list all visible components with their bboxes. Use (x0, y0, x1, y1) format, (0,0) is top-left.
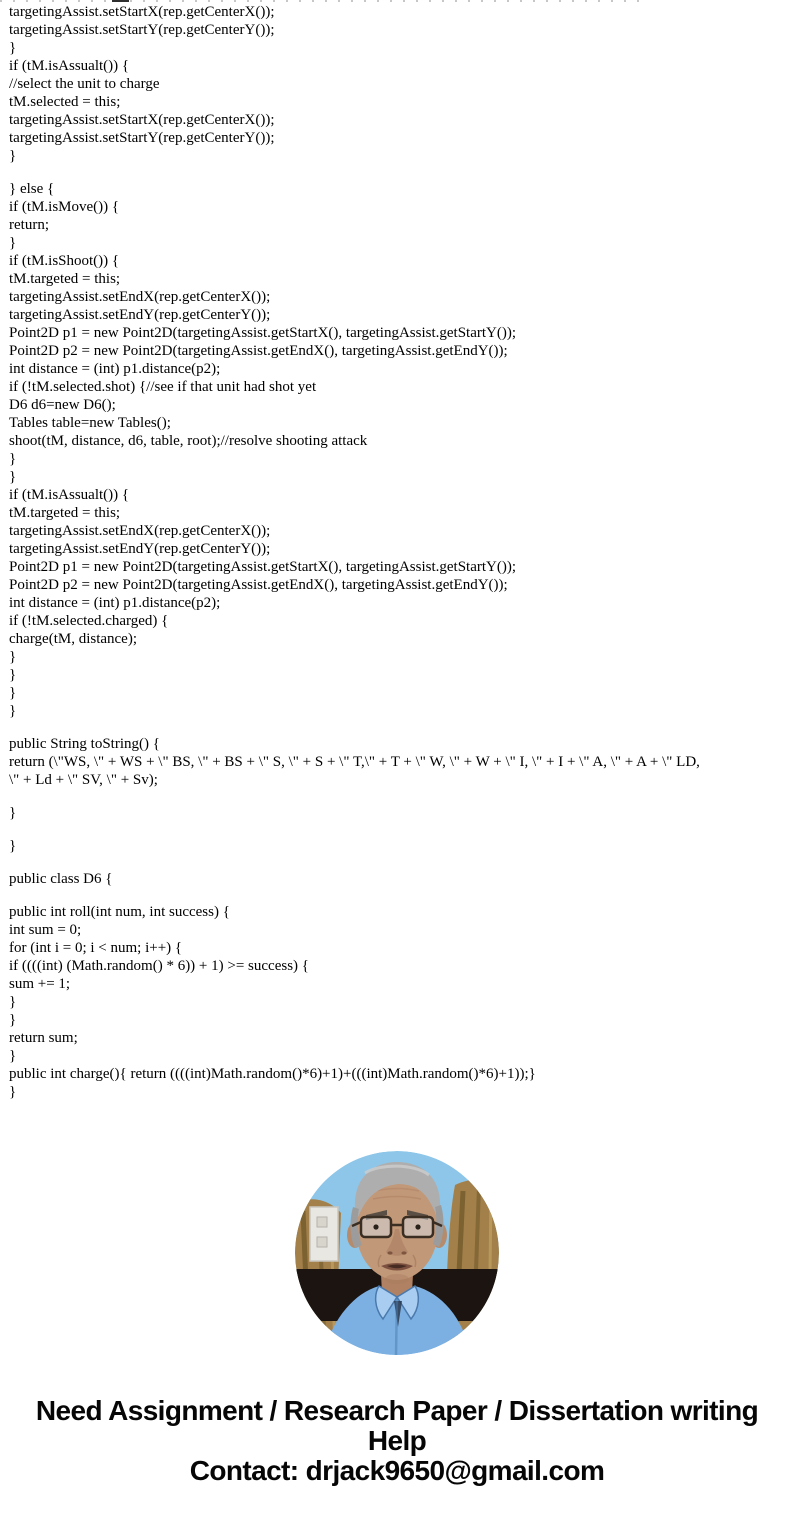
code-line: } (9, 1084, 17, 1100)
code-block (9, 3, 703, 1101)
code-line: public class D6 { (9, 871, 113, 887)
code-line: Tables table=new Tables(); (9, 415, 171, 431)
code-line: targetingAssist.setStartX(rep.getCenterX()); (9, 112, 275, 128)
code-blank-line (9, 822, 703, 837)
code-line: targetingAssist.setEndX(rep.getCenterX()); (9, 523, 271, 539)
code-line: targetingAssist.setStartY(rep.getCenterY()); (9, 22, 275, 38)
code-blank-line (9, 888, 703, 903)
code-line: if (tM.isAssualt()) { (9, 487, 130, 503)
code-line: if ((((int) (Math.random() * 6)) + 1) >= success) { (9, 958, 309, 974)
cropped-line-remnant-dark (112, 0, 129, 2)
code-line: D6 d6=new D6(); (9, 397, 116, 413)
code-line: } (9, 703, 17, 719)
code-line: targetingAssist.setStartX(rep.getCenterX()); (9, 4, 275, 20)
footer-banner (0, 1396, 794, 1486)
code-line: } (9, 148, 17, 164)
code-line: charge(tM, distance); (9, 631, 138, 647)
code-line: if (!tM.selected.shot) {//see if that unit had shot yet (9, 379, 317, 395)
code-line: } (9, 40, 17, 56)
code-line: targetingAssist.setEndY(rep.getCenterY()); (9, 307, 271, 323)
code-line: Point2D p2 = new Point2D(targetingAssist.getEndX(), targetingAssist.getEndY()); (9, 343, 508, 359)
code-line: Point2D p2 = new Point2D(targetingAssist.getEndX(), targetingAssist.getEndY()); (9, 577, 508, 593)
code-line: //select the unit to charge (9, 76, 160, 92)
code-line: return (\"WS, \" + WS + \" BS, \" + BS + \" S, \" + S + \" T,\" + T + \" W, \" + W + \" I, \" + I + \" A, \" + A + \" LD, \" + Ld + \" SV, \" + Sv); (9, 754, 704, 788)
code-line: } (9, 1048, 17, 1064)
profile-photo (295, 1151, 499, 1355)
contact-email: Contact: drjack9650@gmail.com (189, 1455, 605, 1486)
code-line: tM.targeted = this; (9, 271, 121, 287)
code-line: tM.targeted = this; (9, 505, 121, 521)
code-line: } (9, 469, 17, 485)
code-line: int sum = 0; (9, 922, 82, 938)
code-line: } (9, 838, 17, 854)
code-line: } (9, 805, 17, 821)
code-line: } (9, 1012, 17, 1028)
code-line: public int roll(int num, int success) { (9, 904, 230, 920)
code-line: sum += 1; (9, 976, 71, 992)
code-line: targetingAssist.setEndX(rep.getCenterX()); (9, 289, 271, 305)
code-line: return; (9, 217, 49, 233)
photo-wall-panel (310, 1207, 338, 1261)
code-line: if (tM.isMove()) { (9, 199, 120, 215)
code-line: } (9, 235, 17, 251)
code-line: shoot(tM, distance, d6, table, root);//resolve shooting attack (9, 433, 368, 449)
code-line: int distance = (int) p1.distance(p2); (9, 595, 221, 611)
code-line: targetingAssist.setStartY(rep.getCenterY()); (9, 130, 275, 146)
code-line: } (9, 685, 17, 701)
code-line: } (9, 667, 17, 683)
code-line: } else { (9, 181, 55, 197)
code-line: targetingAssist.setEndY(rep.getCenterY()); (9, 541, 271, 557)
cropped-line-remnant (0, 0, 648, 2)
code-line: int distance = (int) p1.distance(p2); (9, 361, 221, 377)
code-line: for (int i = 0; i < num; i++) { (9, 940, 183, 956)
code-line: } (9, 994, 17, 1010)
code-line: return sum; (9, 1030, 78, 1046)
code-line: if (tM.isShoot()) { (9, 253, 120, 269)
code-blank-line (9, 165, 703, 180)
person-portrait (295, 1151, 499, 1355)
code-line: tM.selected = this; (9, 94, 121, 110)
code-line: Point2D p1 = new Point2D(targetingAssist.getStartX(), targetingAssist.getStartY()); (9, 325, 517, 341)
code-line: } (9, 649, 17, 665)
code-line: if (!tM.selected.charged) { (9, 613, 169, 629)
help-heading: Need Assignment / Research Paper / Dissertation writing Help (35, 1395, 759, 1456)
code-blank-line (9, 789, 703, 804)
code-blank-line (9, 855, 703, 870)
code-line: } (9, 451, 17, 467)
code-blank-line (9, 720, 703, 735)
code-line: if (tM.isAssualt()) { (9, 58, 130, 74)
code-line: Point2D p1 = new Point2D(targetingAssist.getStartX(), targetingAssist.getStartY()); (9, 559, 517, 575)
code-line: public int charge(){ return ((((int)Math.random()*6)+1)+(((int)Math.random()*6)+1));} (9, 1066, 536, 1082)
code-line: public String toString() { (9, 736, 160, 752)
